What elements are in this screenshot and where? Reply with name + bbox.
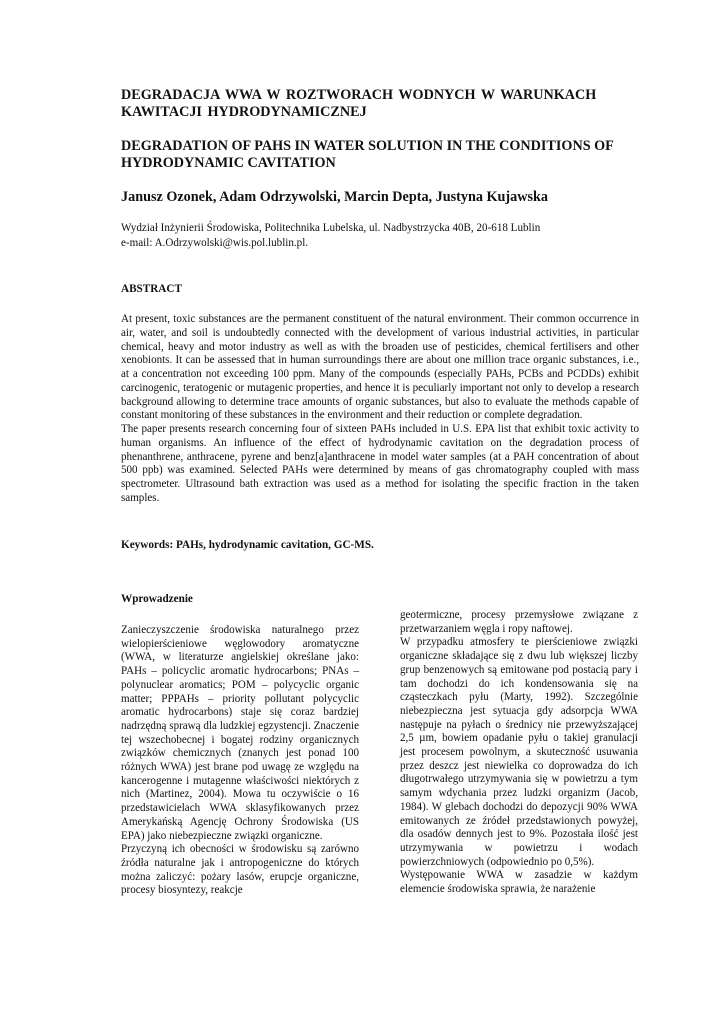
left-column	[121, 624, 359, 898]
left-paragraph-1: Zanieczyszczenie środowiska naturalnego przez wielopierścieniowe węglowodory aromatyczne (WWA, w literaturze angielskiej określane jako: PAHs – policyclic aromatic hydrocarbons; PNAs – polynuclear aromatics; POM – polycyclic organic matter; PPPAHs – priority pollutant polycyclic aromatic hydrocarbons) staje się coraz bardziej nadrzędną sprawą dla ludzkiej egzystencji. Znaczenie tej wszechobecnej i bogatej rodziny organicznych związków chemicznych (znanych jest ponad 100 różnych WWA) jest brane pod uwagę ze względu na kancerogenne i mutagenne właściwości niektórych z nich (Martinez, 2004). Mowa tu oczywiście o 16 przedstawicielach WWA sklasyfikowanych przez Amerykańską Agencję Ochrony Środowiska (US EPA) jako niebezpieczne związki organiczne.	[121, 624, 359, 842]
keywords: Keywords: PAHs, hydrodynamic cavitation, GC-MS.	[121, 539, 374, 551]
affiliation: Wydział Inżynierii Środowiska, Politechnika Lubelska, ul. Nadbystrzycka 40B, 20-618 Lublin	[121, 222, 541, 234]
abstract-heading: ABSTRACT	[121, 283, 182, 295]
title-english: DEGRADATION OF PAHS IN WATER SOLUTION IN THE CONDITIONS OF HYDRODYNAMIC CAVITATION	[121, 138, 614, 171]
abstract-paragraph-2: The paper presents research concerning four of sixteen PAHs included in U.S. EPA list that exhibit toxic activity to human organisms. An influence of the effect of hydrodynamic cavitation on the degradation process of phenanthrene, anthracene, pyrene and benz[a]anthracene in model water samples (at a PAH concentration of about 500 ppb) was examined. Selected PAHs were determined by means of gas chromatography coupled with mass spectrometer. Ultrasound bath extraction was used as a method for isolating the specific fraction in the taken samples.	[121, 423, 639, 504]
email: e-mail: A.Odrzywolski@wis.pol.lublin.pl.	[121, 237, 309, 249]
abstract-paragraph-1: At present, toxic substances are the permanent constituent of the natural environment. Their common occurrence in air, water, and soil is undoubtedly connected with the development of various industrial activities, in particular chemical, heavy and motor industry as well as with the broaden use of pesticides, chemical fertilisers and other xenobionts. It can be assessed that in human surroundings there are about one million trace organic substances, i.e., at a concentration not exceeding 100 ppm. Many of the compounds (especially PAHs, PCBs and PCDDs) exhibit carcinogenic, teratogenic or mutagenic properties, and hence it is peculiarly important not only to develop a research background allowing to determine trace amounts of organic substances, but also to evaluate the methods capable of constant monitoring of these substances in the environment and their reduction or complete degradation.	[121, 313, 639, 422]
affiliation-block	[121, 221, 540, 251]
right-paragraph-3: Występowanie WWA w zasadzie w każdym elemencie środowiska sprawia, że narażenie	[400, 869, 638, 896]
right-paragraph-1: geotermiczne, procesy przemysłowe związane z przetwarzaniem węgla i ropy naftowej.	[400, 609, 638, 635]
authors: Janusz Ozonek, Adam Odrzywolski, Marcin Depta, Justyna Kujawska	[121, 189, 548, 205]
left-paragraph-2: Przyczyną ich obecności w środowisku są zarówno źródła naturalne jak i antropogeniczne do których można zaliczyć: pożary lasów, erupcje organiczne, procesy biosyntezy, reakcje	[121, 843, 359, 897]
abstract-body	[121, 313, 639, 506]
intro-heading: Wprowadzenie	[121, 593, 193, 605]
right-column	[400, 609, 638, 897]
right-paragraph-2: W przypadku atmosfery te pierścieniowe związki organiczne składające się z dwu lub większej liczby grup benzenowych są emitowane pod postacią pary i tam dochodzi do ich kondensowania się na cząsteczkach pyłu (Marty, 1992). Szczególnie niebezpieczna jest sytuacja gdy adsorpcja WWA następuje na pyłach o średnicy nie przewyższającej 2,5 µm, bowiem opadanie pyłu o takiej granulacji jest procesem powolnym, a skuteczność usuwania przez deszcz jest niewielka co doprowadza do ich długotrwałego utrzymywania się w powietrzu a tym samym wdychania przez ludzki organizm (Jacob, 1984). W glebach dochodzi do depozycji 90% WWA emitowanych ze źródeł przedstawionych powyżej, dla osadów dennych jest to 9%. Pozostała ilość jest utrzymywania w powietrzu i wodach powierzchniowych (odpowiednio po 0,5%).	[400, 636, 638, 868]
title-polish: DEGRADACJA WWA W ROZTWORACH WODNYCH W WARUNKACH KAWITACJI HYDRODYNAMICZNEJ	[121, 87, 597, 120]
